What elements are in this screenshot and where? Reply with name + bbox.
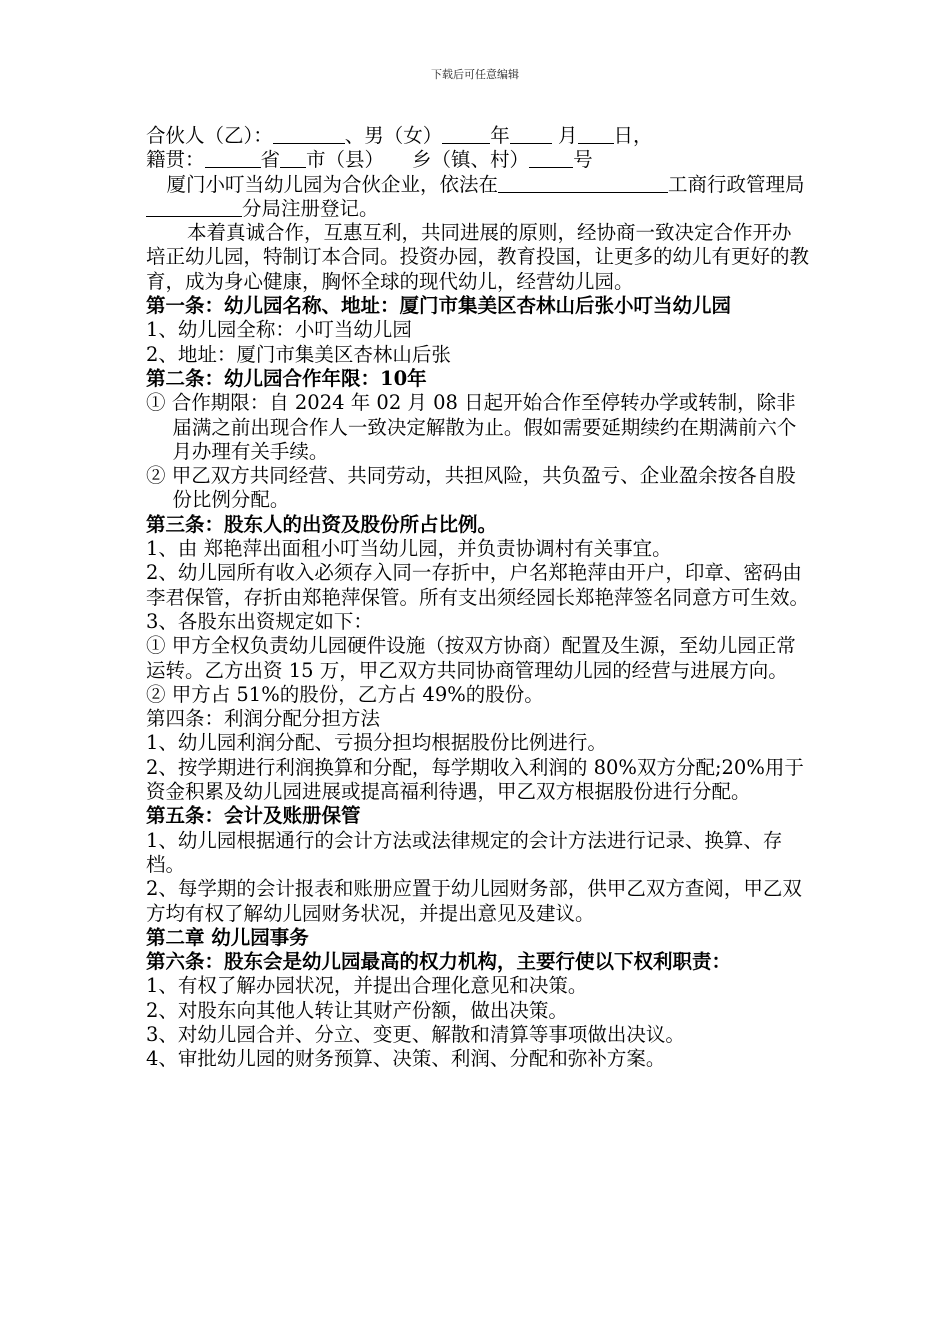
article-6-item-4: 4、审批幼儿园的财务预算、决策、利润、分配和弥补方案。 <box>146 1047 666 1071</box>
page-header-note: 下载后可任意编辑 <box>431 68 519 81</box>
registration-text-b: 工商行政管理局 <box>667 172 805 196</box>
article-3-item-3a: ① 甲方全权负责幼儿园硬件设施（按双方协商）配置及生源，至幼儿园正常运转。乙方出资 15 万，甲乙双方共同协商管理幼儿园的经营与进展方向。 <box>146 634 796 682</box>
article-6-item-1: 1、有权了解办园状况，并提出合理化意见和决策。 <box>146 974 588 998</box>
province-label: 省 <box>260 148 281 172</box>
gender-blank[interactable] <box>442 125 490 144</box>
article-1-item-2: 2、地址：厦门市集美区杏林山后张 <box>146 342 451 366</box>
article-4-item-1: 1、幼儿园利润分配、亏损分担均根据股份比例进行。 <box>146 731 607 755</box>
intro-paragraph: 本着真诚合作，互惠互利，共同进展的原则，经协商一致决定合作开办培正幼儿园，特制订本合同。投资办园，教育投国，让更多的幼儿有更好的教育，成为身心健康，胸怀全球的现代幼儿，经营幼儿园。 <box>146 221 810 293</box>
number-blank[interactable] <box>529 149 573 168</box>
month-blank[interactable] <box>578 125 614 144</box>
article-4-heading: 第四条：利润分配分担方法 <box>146 707 381 731</box>
contract-body <box>146 124 810 1072</box>
native-place-label: 籍贯： <box>146 148 205 172</box>
gender-label: 、男（女） <box>344 124 443 147</box>
article-1-item-1: 1、幼儿园全称：小叮当幼儿园 <box>146 318 412 342</box>
article-3-item-2: 2、幼儿园所有收入必须存入同一存折中，户名郑艳萍由开户，印章、密码由李君保管，存折由郑艳萍保管。所有支出须经园长郑艳萍签名同意方可生效。 <box>146 561 810 609</box>
article-1-heading: 第一条：幼儿园名称、地址：厦门市集美区杏林山后张小叮当幼儿园 <box>146 294 732 318</box>
native-place-line <box>146 148 810 172</box>
province-blank[interactable] <box>205 149 261 168</box>
article-6-item-2: 2、对股东向其他人转让其财产份额，做出决策。 <box>146 998 568 1022</box>
month-label: 月 <box>551 124 578 147</box>
article-2-heading: 第二条：幼儿园合作年限：10年 <box>146 366 427 390</box>
article-6-item-3: 3、对幼儿园合并、分立、变更、解散和清算等事项做出决议。 <box>146 1022 685 1046</box>
registration-text-a: 厦门小叮当幼儿园为合伙企业，依法在 <box>166 172 498 196</box>
article-2-item-2: ② 甲乙双方共同经营、共同劳动，共担风险，共负盈亏、企业盈余按各自股份比例分配。 <box>146 464 796 512</box>
article-6-heading: 第六条：股东会是幼儿园最高的权力机构，主要行使以下权利职责： <box>146 950 732 974</box>
branch-blank[interactable] <box>146 198 242 217</box>
registration-place-blank[interactable] <box>498 174 668 193</box>
article-5-item-2: 2、每学期的会计报表和账册应置于幼儿园财务部，供甲乙双方查阅，甲乙双方均有权了解幼儿园财务状况，并提出意见及建议。 <box>146 877 802 925</box>
chapter-2-heading: 第二章 幼儿园事务 <box>146 925 309 949</box>
year-label: 年 <box>490 124 510 147</box>
registration-paragraph <box>146 173 810 222</box>
year-blank[interactable] <box>510 125 552 144</box>
city-label: 市（县） <box>306 148 385 172</box>
article-3-heading: 第三条：股东人的出资及股份所占比例。 <box>146 512 498 536</box>
article-4-item-2: 2、按学期进行利润换算和分配，每学期收入利润的 80%双方分配;20%用于资金积累及幼儿园进展或提高福利待遇，甲乙双方根据股份进行分配。 <box>146 755 804 804</box>
name-blank[interactable] <box>273 125 345 144</box>
partner-b-line <box>146 124 810 148</box>
partner-b-label: 合伙人（乙）： <box>146 124 273 147</box>
city-blank[interactable] <box>280 149 306 168</box>
registration-text-c: 分局注册登记。 <box>242 196 379 220</box>
article-3-item-1: 1、由 郑艳萍出面租小叮当幼儿园，并负责协调村有关事宜。 <box>146 537 672 561</box>
article-5-item-1: 1、幼儿园根据通行的会计方法或法律规定的会计方法进行记录、换算、存档。 <box>146 828 783 876</box>
day-label: 日， <box>613 124 653 147</box>
town-label: 乡（镇、村） <box>412 148 530 172</box>
article-3-item-3b: ② 甲方占 51%的股份，乙方占 49%的股份。 <box>146 682 544 706</box>
article-2-item-1: ① 合作期限：自 2024 年 02 月 08 日起开始合作至停转办学或转制，除非届满之前出现合作人一致决定解散为止。假如需要延期续约在期满前六个月办理有关手续。 <box>146 391 797 463</box>
number-label: 号 <box>573 148 593 172</box>
article-3-item-3: 3、各股东出资规定如下： <box>146 609 373 633</box>
article-5-heading: 第五条：会计及账册保管 <box>146 804 361 828</box>
